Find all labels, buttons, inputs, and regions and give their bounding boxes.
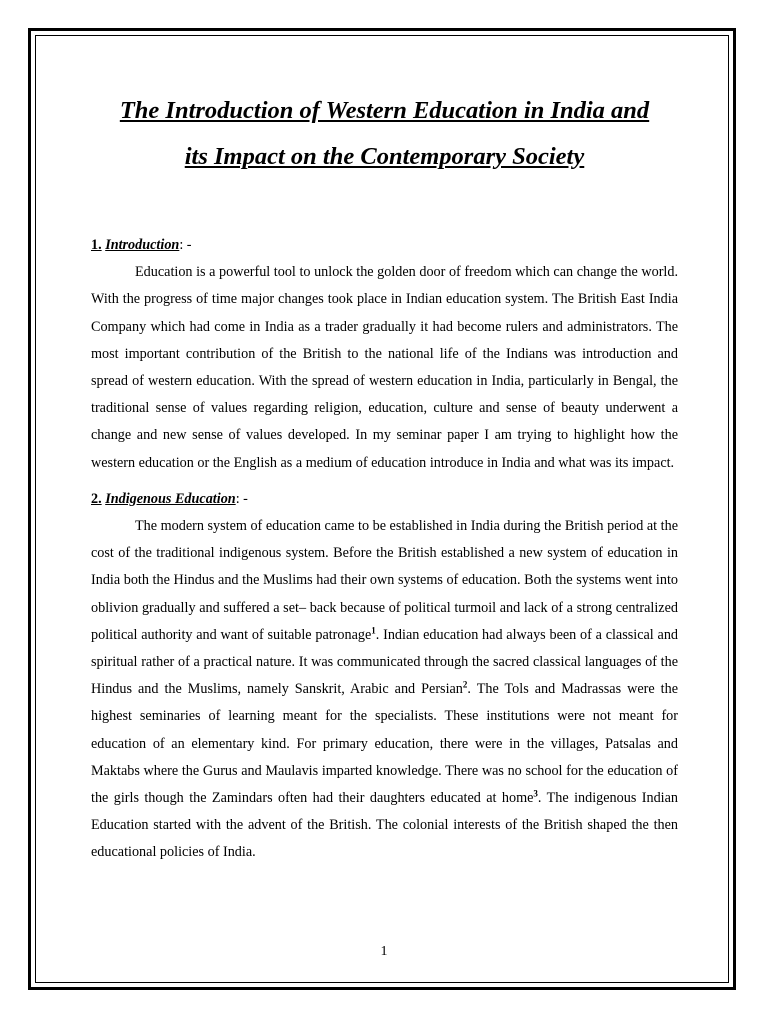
section-heading-introduction [91, 232, 678, 259]
footnote-marker[interactable]: 1 [371, 625, 376, 636]
paragraph-text: . The indigenous Indian Education started with the advent of the British. The colonial interests of the British shaped the then educational policies of India. [91, 790, 679, 861]
paragraph-text: The modern system of education came to be established in India during the British period at the cost of the traditional indigenous system. Before the British established a new system of education in India both the Hindus and the Muslims had their own systems of education. Both the systems went into oblivion gradually and suffered a set– back because of political turmoil and lack of a strong centralized political authority and want of suitable patronage [91, 518, 678, 643]
section-heading-text: Indigenous Education [105, 490, 236, 507]
section-heading-text: Introduction [105, 237, 180, 253]
footnote-marker[interactable]: 2 [462, 679, 468, 690]
section-heading-suffix: : - [179, 237, 192, 253]
paragraph-text: . Indian education had always been of a classical and spiritual rather of a practical nature. It was communicated through the sacred classical languages of the Hindus and the Muslims, namely Sanskrit, Arabic and Persian [91, 626, 679, 698]
paragraph-indigenous-education [91, 513, 678, 867]
paragraph-introduction: Education is a powerful tool to unlock the golden door of freedom which can change the world. With the progress of time major changes took place in Indian education system. The British East India Company which had come in India as a trader gradually it had become rulers and administrators. The most important contribution of the British to the national life of the Indians was introduction and spread of western education. With the spread of western education in India, particularly in Bengal, the traditional sense of values regarding religion, education, culture and sense of beauty underwent a change and new sense of values developed. In my seminar paper I am trying to highlight how the western education or the English as a medium of education introduce in India and what was its impact. [91, 264, 678, 471]
paragraph-text: . The Tols and Madrassas were the highest seminaries of learning meant for the specialists. These institutions were not meant for education of an elementary kind. For primary education, there were in the villages, Patsalas and Maktabs where the Gurus and Maulavis imparted knowledge. There was no school for the education of the girls though the Zamindars often had their daughters educated at home [91, 681, 678, 807]
document-body [91, 88, 678, 867]
footnote-marker[interactable]: 3 [533, 788, 538, 799]
page-number: 1 [380, 944, 388, 959]
title-line-1: The Introduction of Western Education in India and [119, 97, 650, 124]
title-line-2: its Impact on the Contemporary Society [184, 143, 585, 170]
document-title [91, 88, 678, 180]
section-number: 1. [91, 237, 102, 253]
section-heading-suffix: : - [235, 490, 248, 507]
section-heading-indigenous-education [91, 486, 678, 513]
section-number: 2. [91, 490, 102, 507]
